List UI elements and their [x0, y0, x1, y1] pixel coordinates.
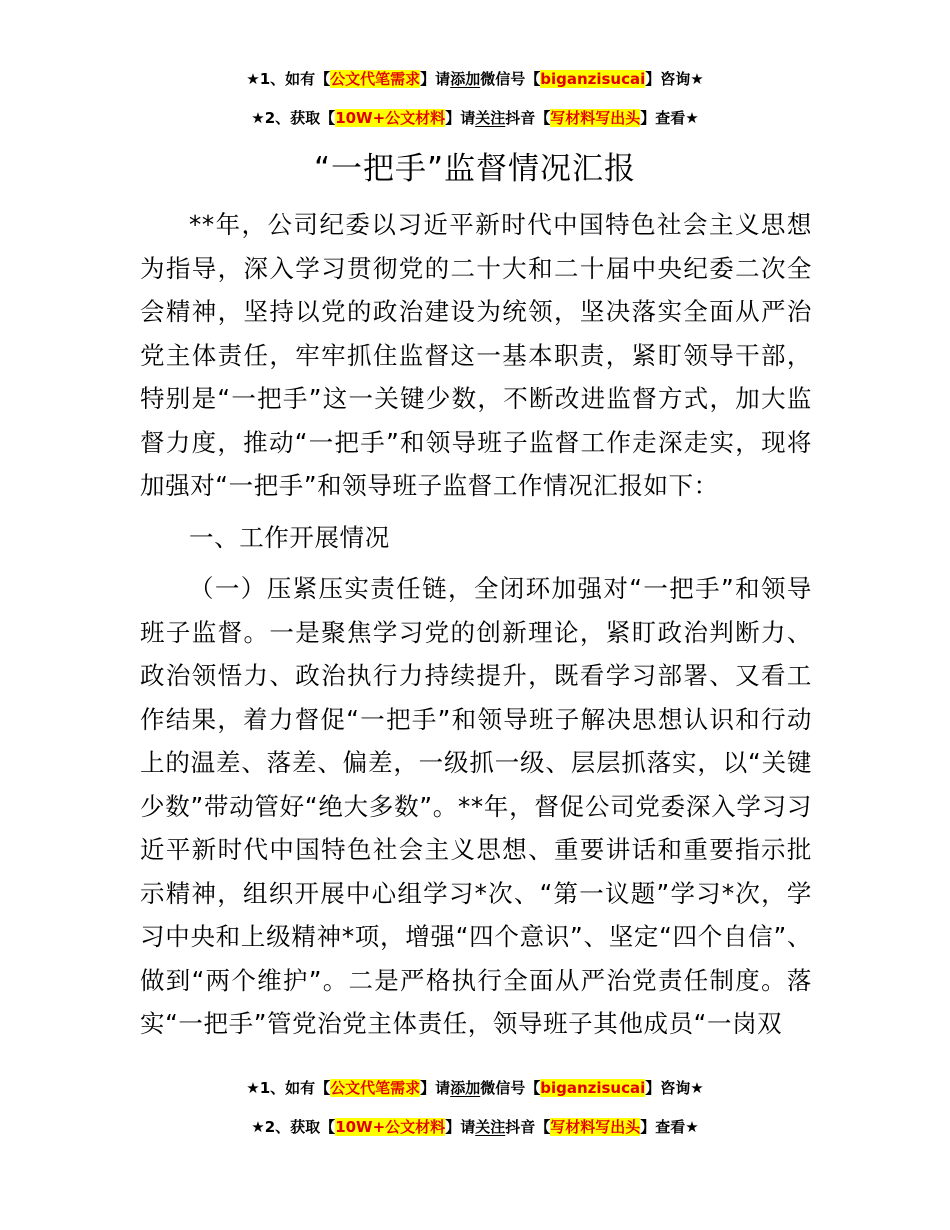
- promo-text: ★1、如有【: [246, 70, 331, 88]
- promo-text: 】查看★: [640, 109, 699, 127]
- promo-banner-bottom-line1: [0, 1077, 950, 1098]
- promo-douyin-account: 写材料写出头: [550, 109, 641, 127]
- promo-douyin-account: 写材料写出头: [550, 1118, 641, 1136]
- promo-text: 】查看★: [640, 1118, 699, 1136]
- promo-underlined-text: 添加: [450, 1079, 481, 1097]
- promo-text: 】请: [445, 1118, 476, 1136]
- promo-text: 】咨询★: [645, 1079, 704, 1097]
- promo-text: ★1、如有【: [246, 1079, 331, 1097]
- promo-wechat-id: biganzisucai: [540, 70, 646, 88]
- promo-text: ★2、获取【: [251, 109, 336, 127]
- promo-underlined-text: 关注: [475, 1118, 506, 1136]
- promo-underlined-text: 添加: [450, 70, 481, 88]
- section-heading: 一、工作开展情况: [189, 522, 390, 552]
- document-title: “一把手”监督情况汇报: [313, 151, 637, 187]
- promo-banner-bottom-line2: [0, 1116, 950, 1137]
- document-body: [140, 203, 812, 1046]
- promo-text: 】请: [420, 1079, 451, 1097]
- promo-highlight: 公文代笔需求: [330, 1079, 421, 1097]
- promo-highlight: 公文代笔需求: [330, 70, 421, 88]
- promo-text: 微信号【: [480, 1079, 541, 1097]
- promo-banner-top-line1: [0, 68, 950, 89]
- promo-text: 】请: [445, 109, 476, 127]
- body-paragraph: （一）压紧压实责任链，全闭环加强对“一把手”和领导班子监督。一是聚焦学习党的创新理论，紧盯政治判断力、政治领悟力、政治执行力持续提升，既看学习部署、又看工作结果，着力督促“一把手”和领导班子解决思想认识和行动上的温差、落差、偏差，一级抓一级、层层抓落实，以“关键少数”带动管好“绝大多数”。**年，督促公司党委深入学习习近平新时代中国特色社会主义思想、重要讲话和重要指示批示精神，组织开展中心组学习*次、“第一议题”学习*次，学习中央和上级精神*项，增强“四个意识”、坚定“四个自信”、做到“两个维护”。二是严格执行全面从严治党责任制度。落实“一把手”管党治党主体责任，领导班子其他成员“一岗双: [140, 574, 812, 1038]
- promo-wechat-id: biganzisucai: [540, 1079, 646, 1097]
- promo-text: 】咨询★: [645, 70, 704, 88]
- intro-paragraph: **年，公司纪委以习近平新时代中国特色社会主义思想为指导，深入学习贯彻党的二十大和二十届中央纪委二次全会精神，坚持以党的政治建设为统领，坚决落实全面从严治党主体责任，牢牢抓住监督这一基本职责，紧盯领导干部，特别是“一把手”这一关键少数，不断改进监督方式，加大监督力度，推动“一把手”和领导班子监督工作走深走实，现将加强对“一把手”和领导班子监督工作情况汇报如下：: [140, 210, 812, 500]
- promo-text: 】请: [420, 70, 451, 88]
- promo-text: ★2、获取【: [251, 1118, 336, 1136]
- promo-text: 抖音【: [505, 1118, 551, 1136]
- promo-highlight: 10W+公文材料: [335, 1118, 446, 1136]
- promo-banner-top-line2: [0, 107, 950, 128]
- promo-underlined-text: 关注: [475, 109, 506, 127]
- promo-text: 微信号【: [480, 70, 541, 88]
- promo-highlight: 10W+公文材料: [335, 109, 446, 127]
- promo-text: 抖音【: [505, 109, 551, 127]
